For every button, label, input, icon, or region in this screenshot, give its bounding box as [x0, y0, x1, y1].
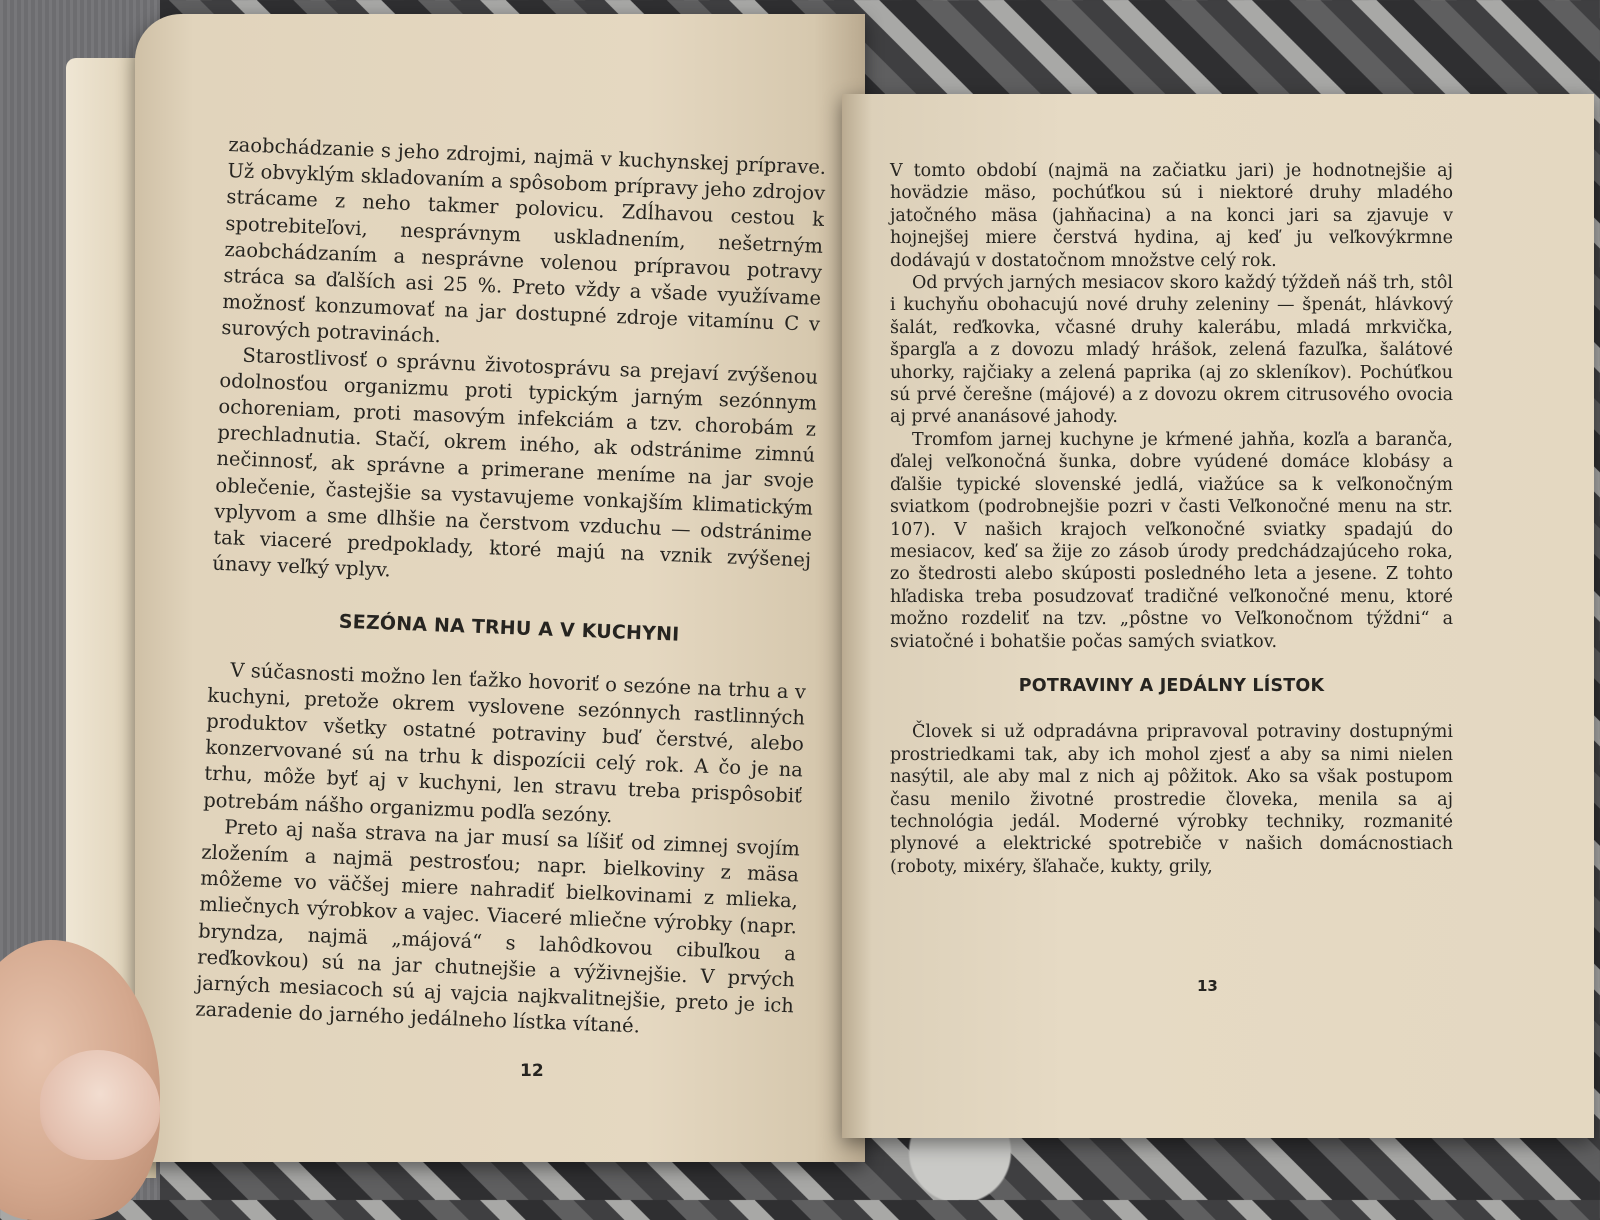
right-paragraph-4: Človek si už odpradávna pripravoval potraviny dostupnými prostriedkami tak, aby ich mohol zjesť a aby sa nimi nielen nasýtil, ale aby mal z nich aj pôžitok. Ako sa však postupom času menilo životné prostredie človeka, menila sa aj technológia jedál. Moderné výrobky techniky, rozmanité plynové a elektrické spotrebiče v našich domácnostiach (roboty, mixéry, šľahače, kukty, grily,: [890, 722, 1453, 877]
left-page: [135, 14, 865, 1162]
left-section-heading: SEZÓNA NA TRHU A V KUCHYNI: [338, 611, 680, 647]
left-paragraph-4: Preto aj naša strava na jar musí sa líšiť od zimnej svojím zložením a najmä pestrosťou; napr. bielkoviny z mäsa môžeme vo väčšej miere nahradiť bielkovinami z mlieka, mliečnych výrobkov a vajec. Viaceré mliečne výrobky (napr. bryndza, najmä „májová“ s lahôdkovou cibuľkou a reďkovkou) sú na jar chutnejšie a výživnejšie. V prvých jarných mesiacoch sú aj vajcia najkvalitnejšie, preto je ich zaradenie do jarného jedálneho lístka vítané.: [194, 815, 801, 1038]
left-paragraph-3: V súčasnosti možno len ťažko hovoriť o sezóne na trhu a v kuchyni, pretože okrem vyslovene sezónnych rastlinných produktov všetky ostatné potraviny buď čerstvé, alebo konzervované sú na trhu k dispozícii celý rok. A čo je na trhu, môže byť aj v kuchyni, len stravu treba prispôsobiť potrebám nášho organizmu podľa sezóny.: [202, 658, 807, 827]
right-page-number: 13: [1197, 977, 1218, 995]
left-paragraph-2: Starostlivosť o správnu životosprávu sa prejaví zvýšenou odolnosťou organizmu proti typickým jarným sezónnym ochoreniam, proti masovým infekciám a tzv. chorobám z prechladnutia. Stačí, okrem iného, ak odstránime zimnú nečinnosť, ak správne a primerane meníme na jar svoje oblečenie, častejšie sa vystavujeme vonkajším klimatickým vplyvom a sme dlhšie na čerstvom vzduchu — odstránime tak viaceré predpoklady, ktoré majú na vznik zvýšenej únavy veľký vplyv.: [211, 343, 819, 582]
right-paragraph-1: V tomto období (najmä na začiatku jari) je hodnotnejšie aj hovädzie mäso, pochúťkou sú i niektoré druhy mladého jatočného mäsa (jahňacina) a na konci jari sa zjavuje v hojnejšej miere čerstvá hydina, aj keď ju veľkovýkrmne dodávajú v dostatočnom množstve celý rok.: [890, 161, 1453, 271]
thumbnail-fingernail: [40, 1050, 160, 1160]
right-paragraph-2: Od prvých jarných mesiacov skoro každý týždeň náš trh, stôl i kuchyňu obohacujú nové druhy zeleniny — špenát, hlávkový šalát, reďkovka, včasné druhy kalerábu, mladá mrkvička, špargľa a z dovozu mladý hrášok, zelená fazuľka, šalátové uhorky, rajčiaky a zelená paprika (aj zo skleníkov). Pochúťkou sú prvé čerešne (májové) a z dovozu okrem citrusového ovocia aj prvé ananásové jahody.: [890, 273, 1453, 428]
left-page-number: 12: [520, 1061, 544, 1081]
left-page-text: [195, 132, 827, 1046]
right-page-text: [890, 160, 1453, 878]
right-page: [842, 94, 1594, 1138]
left-paragraph-1: zaobchádzanie s jeho zdrojmi, najmä v kuchynskej príprave. Už obvyklým skladovaním a spôsobom prípravy jeho zdrojov strácame z neho takmer polovicu. Zdĺhavou cestou k spotrebiteľovi, nesprávnym uskladnením, nešetrným zaobchádzaním a nesprávne volenou prípravou potravy stráca sa ďalších asi 25 %. Preto vždy a všade využívame možnosť konzumovať na jar dostupné zdroje vitamínu C v surových potravinách.: [221, 132, 827, 348]
right-paragraph-3: Tromfom jarnej kuchyne je kŕmené jahňa, kozľa a baranča, ďalej veľkonočná šunka, dobre vyúdené domáce klobásy a ďalšie typické slovenské jedlá, viažúce sa k veľkonočným sviatkom (podrobnejšie pozri v časti Veľkonočné menu na str. 107). V našich krajoch veľkonočné sviatky spadajú do mesiacov, keď sa žije zo zásob úrody predchádzajúceho roka, zo štedrosti alebo skúposti posledného leta a jesene. Z tohto hľadiska treba posudzovať tradičné veľkonočné menu, ktoré možno rozdeliť na tzv. „pôstne vo Veľkonočnom týždni“ a sviatočné i bohatšie počas samých sviatkov.: [890, 429, 1453, 652]
right-section-heading: POTRAVINY A JEDÁLNY LÍSTOK: [1018, 675, 1325, 696]
